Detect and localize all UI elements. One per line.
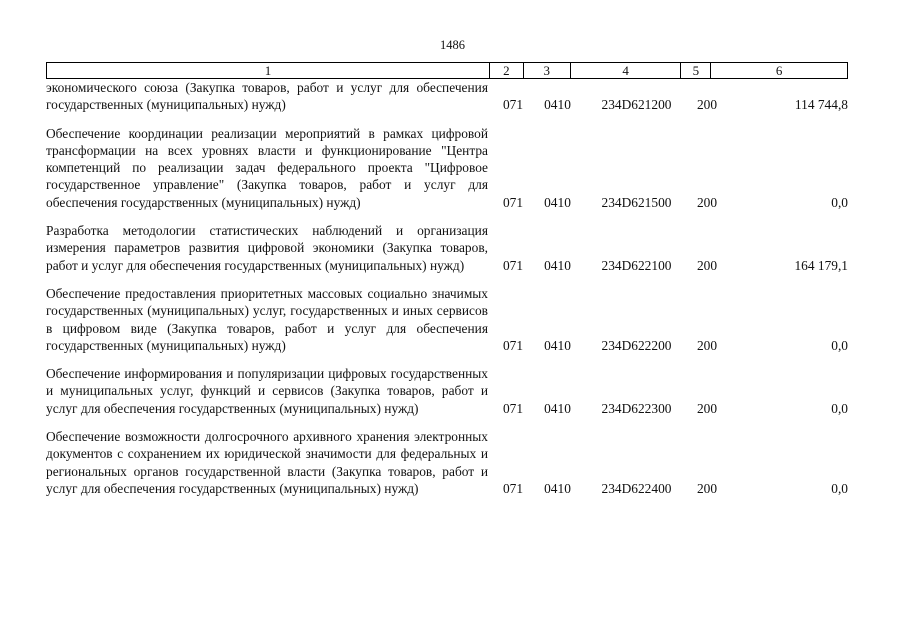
row-ministry-code: 071 (502, 400, 524, 416)
row-expense-type: 200 (696, 97, 718, 113)
header-col-3: 3 (523, 63, 570, 78)
row-ministry-code: 071 (502, 337, 524, 353)
row-expense-type: 200 (696, 480, 718, 496)
row-amount: 114 744,8 (794, 97, 848, 113)
header-col-5: 5 (680, 63, 710, 78)
row-expense-type: 200 (696, 257, 718, 273)
table-header (46, 62, 848, 79)
row-target-article: 234D622300 (601, 400, 672, 416)
table-row (46, 285, 848, 354)
table-row (46, 125, 848, 211)
row-target-article: 234D621500 (601, 194, 672, 210)
row-amount: 0,0 (831, 337, 848, 353)
row-section-code: 0410 (544, 97, 571, 113)
row-target-article: 234D622400 (601, 480, 672, 496)
table-row (46, 428, 848, 497)
row-amount: 164 179,1 (794, 257, 848, 273)
row-section-code: 0410 (544, 257, 571, 273)
header-col-4: 4 (570, 63, 681, 78)
row-description: экономического союза (Закупка товаров, работ и услуг для обеспечения государственных (муниципальных) нужд) (46, 80, 488, 113)
header-col-2: 2 (489, 63, 523, 78)
row-description: Обеспечение координации реализации мероприятий в рамках цифровой трансформации на всех уровнях власти и функционирование "Центра компетенций по реализации задач федерального проекта "Цифровое государственное управление" (Закупка товаров, работ и услуг для обеспечения государственных (муниципальных) нужд) (46, 125, 488, 210)
row-description: Обеспечение возможности долгосрочного архивного хранения электронных документов с сохранением их юридической значимости для федеральных и региональных органов государственной власти (Закупка товаров, работ и услуг для обеспечения государственных (муниципальных) нужд) (46, 429, 488, 496)
row-expense-type: 200 (696, 400, 718, 416)
row-target-article: 234D622200 (601, 337, 672, 353)
row-section-code: 0410 (544, 400, 571, 416)
row-target-article: 234D622100 (601, 257, 672, 273)
row-description: Разработка методологии статистических наблюдений и организация измерения параметров развития цифровой экономики (Закупка товаров, работ и услуг для обеспечения государственных (муниципальных) нужд) (46, 223, 488, 273)
row-section-code: 0410 (544, 194, 571, 210)
row-ministry-code: 071 (502, 480, 524, 496)
page-number: 1486 (440, 38, 465, 52)
row-expense-type: 200 (696, 337, 718, 353)
row-description: Обеспечение предоставления приоритетных массовых социально значимых государственных (муниципальных) услуг, государственных и иных сервисов в цифровом виде (Закупка товаров, работ и услуг для обеспечения государственных (муниципальных) нужд) (46, 285, 488, 353)
header-col-1: 1 (264, 63, 272, 78)
row-ministry-code: 071 (502, 194, 524, 210)
row-expense-type: 200 (696, 194, 718, 210)
row-amount: 0,0 (831, 400, 848, 416)
row-description: Обеспечение информирования и популяризации цифровых государственных и муниципальных услуг, функций и сервисов (Закупка товаров, работ и услуг для обеспечения государственных (муниципальных) нужд) (46, 366, 488, 416)
row-target-article: 234D621200 (601, 97, 672, 113)
table-row (46, 365, 848, 417)
row-amount: 0,0 (831, 480, 848, 496)
budget-table (46, 62, 848, 508)
table-row (46, 79, 848, 114)
row-ministry-code: 071 (502, 97, 524, 113)
table-body (46, 79, 848, 497)
row-section-code: 0410 (544, 337, 571, 353)
row-amount: 0,0 (831, 194, 848, 210)
row-ministry-code: 071 (502, 257, 524, 273)
header-col-6: 6 (710, 63, 847, 78)
table-row (46, 222, 848, 274)
row-section-code: 0410 (544, 480, 571, 496)
